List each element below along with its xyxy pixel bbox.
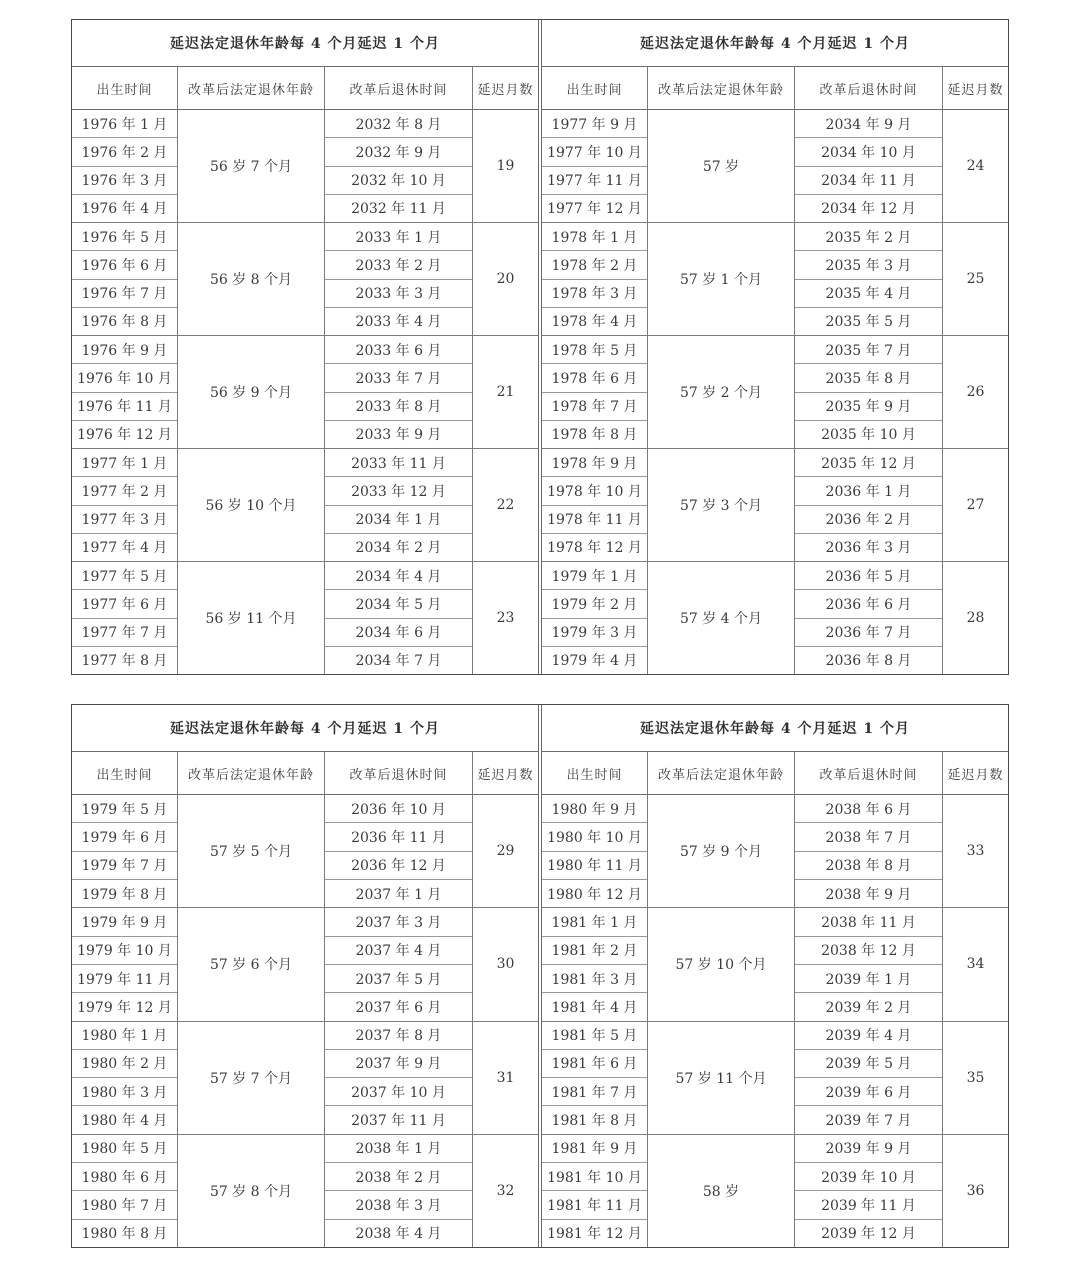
retirement-time-column <box>795 1135 943 1247</box>
retirement-time-cell: 2037 年 9 月 <box>325 1050 472 1078</box>
retirement-age-cell: 56 岁 8 个月 <box>178 223 325 335</box>
retirement-time-cell: 2033 年 2 月 <box>325 251 472 279</box>
retirement-age-cell: 56 岁 11 个月 <box>178 562 325 674</box>
birth-time-cell: 1977 年 9 月 <box>542 110 647 138</box>
birth-time-cell: 1980 年 10 月 <box>542 823 647 851</box>
birth-time-cell: 1981 年 1 月 <box>542 908 647 936</box>
table-panel <box>542 705 1008 1247</box>
retirement-time-cell: 2039 年 2 月 <box>825 999 912 1016</box>
birth-time-column <box>72 336 178 448</box>
birth-time-cell: 1981 年 11 月 <box>542 1191 647 1219</box>
retirement-time-cell: 2037 年 6 月 <box>355 999 442 1016</box>
birth-time-cell: 1976 年 2 月 <box>72 138 177 166</box>
retirement-age-cell: 57 岁 5 个月 <box>178 795 325 907</box>
retirement-time-cell: 2036 年 3 月 <box>825 540 912 557</box>
birth-time-cell: 1980 年 3 月 <box>72 1078 177 1106</box>
birth-time-cell: 1980 年 6 月 <box>72 1163 177 1191</box>
birth-time-cell: 1980 年 1 月 <box>72 1022 177 1050</box>
birth-time-cell: 1980 年 5 月 <box>72 1135 177 1163</box>
birth-time-cell: 1977 年 11 月 <box>542 167 647 195</box>
retirement-time-cell: 2035 年 10 月 <box>821 427 916 444</box>
birth-time-cell: 1979 年 10 月 <box>72 937 177 965</box>
retirement-time-cell: 2038 年 9 月 <box>825 886 912 903</box>
delay-months-cell: 35 <box>966 1069 985 1086</box>
birth-time-cell: 1978 年 7 月 <box>542 393 647 421</box>
retirement-time-cell: 2034 年 12 月 <box>821 201 916 218</box>
retirement-time-cell: 2035 年 2 月 <box>795 223 942 251</box>
birth-time-cell: 1977 年 10 月 <box>542 138 647 166</box>
retirement-age-cell: 57 岁 7 个月 <box>178 1022 325 1134</box>
delay-months-cell: 23 <box>496 610 515 626</box>
birth-time-column <box>72 908 178 1020</box>
birth-time-cell: 1979 年 3 月 <box>542 619 647 647</box>
retirement-time-column <box>325 336 473 448</box>
birth-time-cell: 1979 年 8 月 <box>81 886 168 903</box>
birth-time-column <box>72 449 178 561</box>
retirement-time-cell: 2038 年 1 月 <box>325 1135 472 1163</box>
retirement-time-cell: 2039 年 1 月 <box>795 965 942 993</box>
delay-months-cell: 24 <box>966 158 985 174</box>
birth-time-cell: 1977 年 5 月 <box>72 562 177 590</box>
birth-time-column <box>542 336 648 448</box>
birth-time-column <box>542 908 648 1020</box>
birth-time-column <box>542 110 648 222</box>
retirement-time-column <box>795 336 943 448</box>
retirement-time-cell: 2035 年 7 月 <box>795 336 942 364</box>
birth-time-cell: 1978 年 8 月 <box>551 427 638 444</box>
retirement-time-cell: 2034 年 4 月 <box>325 562 472 590</box>
retirement-time-cell: 2037 年 1 月 <box>355 886 442 903</box>
retirement-time-cell: 2034 年 11 月 <box>795 167 942 195</box>
birth-time-cell: 1976 年 11 月 <box>72 393 177 421</box>
birth-time-cell: 1978 年 3 月 <box>542 280 647 308</box>
birth-time-cell: 1981 年 3 月 <box>542 965 647 993</box>
retirement-time-cell: 2034 年 6 月 <box>325 619 472 647</box>
retirement-age-cell: 57 岁 8 个月 <box>178 1135 325 1247</box>
delay-months-cell: 21 <box>496 384 515 400</box>
birth-time-cell: 1979 年 4 月 <box>551 653 638 670</box>
retirement-time-cell: 2036 年 12 月 <box>325 852 472 880</box>
birth-time-column <box>72 795 178 907</box>
delay-months-cell: 36 <box>966 1182 985 1199</box>
retirement-time-cell: 2037 年 5 月 <box>325 965 472 993</box>
retirement-time-column <box>325 1135 473 1247</box>
birth-time-cell: 1976 年 6 月 <box>72 251 177 279</box>
delay-months-cell: 34 <box>966 956 985 973</box>
header-row <box>72 67 538 110</box>
row-group <box>72 223 538 336</box>
retirement-table-block-top <box>71 19 1009 675</box>
header-row <box>72 752 538 795</box>
birth-time-cell: 1980 年 7 月 <box>72 1191 177 1219</box>
retirement-age-cell: 57 岁 9 个月 <box>648 795 795 907</box>
birth-time-cell: 1976 年 3 月 <box>72 167 177 195</box>
retirement-time-cell: 2038 年 8 月 <box>795 852 942 880</box>
retirement-time-column <box>795 562 943 674</box>
retirement-time-cell: 2032 年 8 月 <box>325 110 472 138</box>
retirement-time-cell: 2038 年 2 月 <box>325 1163 472 1191</box>
retirement-time-cell: 2037 年 10 月 <box>325 1078 472 1106</box>
retirement-time-cell: 2034 年 2 月 <box>355 540 442 557</box>
row-group <box>542 1135 1008 1247</box>
retirement-time-cell: 2036 年 6 月 <box>795 590 942 618</box>
retirement-time-cell: 2033 年 12 月 <box>325 477 472 505</box>
row-group <box>542 223 1008 336</box>
row-group <box>72 1022 538 1135</box>
delay-months-cell: 29 <box>496 843 515 860</box>
birth-time-column <box>542 562 648 674</box>
retirement-time-cell: 2036 年 8 月 <box>825 653 912 670</box>
retirement-time-cell: 2033 年 6 月 <box>325 336 472 364</box>
row-group <box>72 449 538 562</box>
retirement-time-cell: 2036 年 11 月 <box>325 823 472 851</box>
retirement-age-cell: 57 岁 10 个月 <box>648 908 795 1020</box>
birth-time-cell: 1978 年 9 月 <box>542 449 647 477</box>
birth-time-column <box>72 110 178 222</box>
table-title: 延迟法定退休年龄每 4 个月延迟 1 个月 <box>72 20 538 67</box>
table-title: 延迟法定退休年龄每 4 个月延迟 1 个月 <box>542 705 1008 752</box>
header-retirement-time: 改革后退休时间 <box>325 67 473 109</box>
birth-time-cell: 1979 年 12 月 <box>77 999 172 1016</box>
retirement-time-cell: 2038 年 6 月 <box>795 795 942 823</box>
retirement-time-cell: 2039 年 5 月 <box>795 1050 942 1078</box>
row-group <box>72 562 538 674</box>
retirement-time-cell: 2036 年 2 月 <box>795 506 942 534</box>
birth-time-cell: 1981 年 4 月 <box>551 999 638 1016</box>
birth-time-cell: 1979 年 5 月 <box>72 795 177 823</box>
header-retirement-time: 改革后退休时间 <box>325 752 473 794</box>
table-panel <box>72 20 538 674</box>
birth-time-cell: 1976 年 9 月 <box>72 336 177 364</box>
birth-time-column <box>542 1135 648 1247</box>
delay-months-cell: 25 <box>966 271 985 287</box>
retirement-time-column <box>325 110 473 222</box>
birth-time-cell: 1977 年 2 月 <box>72 477 177 505</box>
birth-time-column <box>72 562 178 674</box>
retirement-time-column <box>795 223 943 335</box>
retirement-time-cell: 2038 年 7 月 <box>795 823 942 851</box>
delay-months-cell: 19 <box>496 158 515 174</box>
retirement-table-block-bottom <box>71 704 1009 1248</box>
header-birth-time: 出生时间 <box>542 67 648 109</box>
retirement-time-cell: 2038 年 11 月 <box>795 908 942 936</box>
row-group <box>542 562 1008 674</box>
retirement-time-cell: 2033 年 7 月 <box>325 364 472 392</box>
birth-time-cell: 1980 年 2 月 <box>72 1050 177 1078</box>
birth-time-cell: 1976 年 4 月 <box>81 201 168 218</box>
row-group <box>72 795 538 908</box>
retirement-time-column <box>325 449 473 561</box>
birth-time-cell: 1981 年 12 月 <box>547 1226 642 1243</box>
retirement-time-column <box>795 449 943 561</box>
header-delay-months: 延迟月数 <box>477 767 534 783</box>
table-body <box>542 795 1008 1247</box>
birth-time-cell: 1977 年 7 月 <box>72 619 177 647</box>
birth-time-cell: 1981 年 10 月 <box>542 1163 647 1191</box>
retirement-time-cell: 2037 年 3 月 <box>325 908 472 936</box>
retirement-time-column <box>795 908 943 1020</box>
birth-time-cell: 1979 年 7 月 <box>72 852 177 880</box>
header-retirement-age: 改革后法定退休年龄 <box>178 752 325 794</box>
retirement-time-column <box>325 795 473 907</box>
row-group <box>72 110 538 223</box>
birth-time-column <box>542 223 648 335</box>
retirement-time-cell: 2037 年 11 月 <box>351 1113 446 1130</box>
delay-months-cell: 28 <box>966 610 985 626</box>
table-panel <box>542 20 1008 674</box>
birth-time-cell: 1977 年 1 月 <box>72 449 177 477</box>
header-retirement-age: 改革后法定退休年龄 <box>178 67 325 109</box>
birth-time-cell: 1976 年 12 月 <box>77 427 172 444</box>
birth-time-cell: 1980 年 4 月 <box>81 1113 168 1130</box>
birth-time-column <box>542 1022 648 1134</box>
birth-time-cell: 1978 年 5 月 <box>542 336 647 364</box>
retirement-time-cell: 2037 年 4 月 <box>325 937 472 965</box>
retirement-time-cell: 2036 年 10 月 <box>325 795 472 823</box>
birth-time-cell: 1979 年 11 月 <box>72 965 177 993</box>
delay-months-cell: 30 <box>496 956 515 973</box>
retirement-time-cell: 2036 年 5 月 <box>795 562 942 590</box>
birth-time-cell: 1980 年 11 月 <box>542 852 647 880</box>
row-group <box>542 908 1008 1021</box>
birth-time-cell: 1977 年 8 月 <box>81 653 168 670</box>
header-birth-time: 出生时间 <box>72 752 178 794</box>
row-group <box>542 336 1008 449</box>
delay-months-cell: 27 <box>966 497 985 513</box>
header-birth-time: 出生时间 <box>542 752 648 794</box>
birth-time-cell: 1977 年 12 月 <box>547 201 642 218</box>
retirement-time-cell: 2035 年 12 月 <box>795 449 942 477</box>
table-title: 延迟法定退休年龄每 4 个月延迟 1 个月 <box>542 20 1008 67</box>
retirement-time-cell: 2033 年 9 月 <box>355 427 442 444</box>
retirement-time-column <box>795 110 943 222</box>
retirement-time-cell: 2035 年 8 月 <box>795 364 942 392</box>
birth-time-cell: 1976 年 8 月 <box>81 314 168 331</box>
delay-months-cell: 32 <box>496 1182 515 1199</box>
retirement-time-cell: 2039 年 6 月 <box>795 1078 942 1106</box>
retirement-time-cell: 2035 年 5 月 <box>825 314 912 331</box>
header-retirement-time: 改革后退休时间 <box>795 67 943 109</box>
row-group <box>542 449 1008 562</box>
birth-time-cell: 1977 年 4 月 <box>81 540 168 557</box>
retirement-time-cell: 2033 年 11 月 <box>325 449 472 477</box>
retirement-time-cell: 2032 年 9 月 <box>325 138 472 166</box>
birth-time-cell: 1977 年 6 月 <box>72 590 177 618</box>
birth-time-cell: 1979 年 9 月 <box>72 908 177 936</box>
birth-time-cell: 1978 年 12 月 <box>547 540 642 557</box>
row-group <box>72 908 538 1021</box>
birth-time-column <box>72 223 178 335</box>
retirement-age-cell: 57 岁 2 个月 <box>648 336 795 448</box>
birth-time-column <box>72 1135 178 1247</box>
retirement-time-cell: 2033 年 8 月 <box>325 393 472 421</box>
retirement-time-cell: 2035 年 4 月 <box>795 280 942 308</box>
header-delay-months: 延迟月数 <box>477 82 534 98</box>
row-group <box>72 1135 538 1247</box>
retirement-time-cell: 2033 年 1 月 <box>325 223 472 251</box>
row-group <box>542 795 1008 908</box>
retirement-age-cell: 57 岁 4 个月 <box>648 562 795 674</box>
retirement-time-cell: 2032 年 10 月 <box>325 167 472 195</box>
birth-time-column <box>542 449 648 561</box>
retirement-time-cell: 2035 年 9 月 <box>795 393 942 421</box>
retirement-time-cell: 2033 年 4 月 <box>355 314 442 331</box>
retirement-time-cell: 2036 年 1 月 <box>795 477 942 505</box>
birth-time-cell: 1981 年 8 月 <box>551 1113 638 1130</box>
retirement-time-cell: 2038 年 3 月 <box>325 1191 472 1219</box>
retirement-time-cell: 2039 年 7 月 <box>825 1113 912 1130</box>
table-title: 延迟法定退休年龄每 4 个月延迟 1 个月 <box>72 705 538 752</box>
retirement-time-cell: 2033 年 3 月 <box>325 280 472 308</box>
birth-time-cell: 1979 年 1 月 <box>542 562 647 590</box>
retirement-age-cell: 57 岁 1 个月 <box>648 223 795 335</box>
birth-time-cell: 1978 年 2 月 <box>542 251 647 279</box>
birth-time-cell: 1979 年 6 月 <box>72 823 177 851</box>
delay-months-cell: 26 <box>966 384 985 400</box>
birth-time-cell: 1981 年 7 月 <box>542 1078 647 1106</box>
table-body <box>72 110 538 674</box>
row-group <box>542 110 1008 223</box>
birth-time-cell: 1978 年 11 月 <box>542 506 647 534</box>
retirement-age-cell: 56 岁 9 个月 <box>178 336 325 448</box>
header-retirement-age: 改革后法定退休年龄 <box>648 752 795 794</box>
retirement-time-column <box>325 223 473 335</box>
retirement-time-column <box>325 908 473 1020</box>
delay-months-cell: 31 <box>496 1069 515 1086</box>
retirement-time-cell: 2039 年 11 月 <box>795 1191 942 1219</box>
birth-time-cell: 1981 年 6 月 <box>542 1050 647 1078</box>
header-delay-months: 延迟月数 <box>947 767 1004 783</box>
header-birth-time: 出生时间 <box>72 67 178 109</box>
retirement-time-cell: 2039 年 9 月 <box>795 1135 942 1163</box>
birth-time-cell: 1976 年 1 月 <box>72 110 177 138</box>
birth-time-cell: 1980 年 9 月 <box>542 795 647 823</box>
birth-time-cell: 1981 年 5 月 <box>542 1022 647 1050</box>
retirement-age-cell: 56 岁 7 个月 <box>178 110 325 222</box>
retirement-time-cell: 2039 年 12 月 <box>821 1226 916 1243</box>
retirement-age-cell: 57 岁 3 个月 <box>648 449 795 561</box>
header-row <box>542 752 1008 795</box>
retirement-age-cell: 57 岁 6 个月 <box>178 908 325 1020</box>
retirement-age-cell: 56 岁 10 个月 <box>178 449 325 561</box>
retirement-time-cell: 2039 年 4 月 <box>795 1022 942 1050</box>
table-panel <box>72 705 538 1247</box>
retirement-age-cell: 57 岁 11 个月 <box>648 1022 795 1134</box>
row-group <box>542 1022 1008 1135</box>
table-body <box>72 795 538 1247</box>
retirement-time-cell: 2035 年 3 月 <box>795 251 942 279</box>
birth-time-cell: 1978 年 10 月 <box>542 477 647 505</box>
retirement-time-column <box>795 1022 943 1134</box>
retirement-age-cell: 57 岁 <box>648 110 795 222</box>
retirement-age-cell: 58 岁 <box>648 1135 795 1247</box>
birth-time-cell: 1980 年 12 月 <box>547 886 642 903</box>
retirement-time-cell: 2038 年 4 月 <box>355 1226 442 1243</box>
retirement-time-cell: 2034 年 10 月 <box>795 138 942 166</box>
header-row <box>542 67 1008 110</box>
birth-time-cell: 1976 年 5 月 <box>72 223 177 251</box>
header-retirement-time: 改革后退休时间 <box>795 752 943 794</box>
header-delay-months: 延迟月数 <box>947 82 1004 98</box>
birth-time-cell: 1976 年 10 月 <box>72 364 177 392</box>
delay-months-cell: 33 <box>966 843 985 860</box>
table-body <box>542 110 1008 674</box>
retirement-time-cell: 2034 年 7 月 <box>355 653 442 670</box>
birth-time-cell: 1981 年 2 月 <box>542 937 647 965</box>
birth-time-cell: 1977 年 3 月 <box>72 506 177 534</box>
delay-months-cell: 20 <box>496 271 515 287</box>
retirement-time-cell: 2036 年 7 月 <box>795 619 942 647</box>
birth-time-cell: 1978 年 4 月 <box>551 314 638 331</box>
retirement-time-cell: 2032 年 11 月 <box>351 201 446 218</box>
birth-time-cell: 1979 年 2 月 <box>542 590 647 618</box>
birth-time-cell: 1976 年 7 月 <box>72 280 177 308</box>
row-group <box>72 336 538 449</box>
birth-time-column <box>542 795 648 907</box>
retirement-time-cell: 2037 年 8 月 <box>325 1022 472 1050</box>
birth-time-cell: 1980 年 8 月 <box>81 1226 168 1243</box>
retirement-time-cell: 2039 年 10 月 <box>795 1163 942 1191</box>
retirement-time-cell: 2034 年 1 月 <box>325 506 472 534</box>
retirement-time-column <box>795 795 943 907</box>
retirement-time-cell: 2038 年 12 月 <box>795 937 942 965</box>
delay-months-cell: 22 <box>496 497 515 513</box>
birth-time-cell: 1978 年 1 月 <box>542 223 647 251</box>
header-retirement-age: 改革后法定退休年龄 <box>648 67 795 109</box>
retirement-time-column <box>325 562 473 674</box>
retirement-time-cell: 2034 年 5 月 <box>325 590 472 618</box>
birth-time-column <box>72 1022 178 1134</box>
retirement-time-column <box>325 1022 473 1134</box>
retirement-time-cell: 2034 年 9 月 <box>795 110 942 138</box>
birth-time-cell: 1981 年 9 月 <box>542 1135 647 1163</box>
birth-time-cell: 1978 年 6 月 <box>542 364 647 392</box>
